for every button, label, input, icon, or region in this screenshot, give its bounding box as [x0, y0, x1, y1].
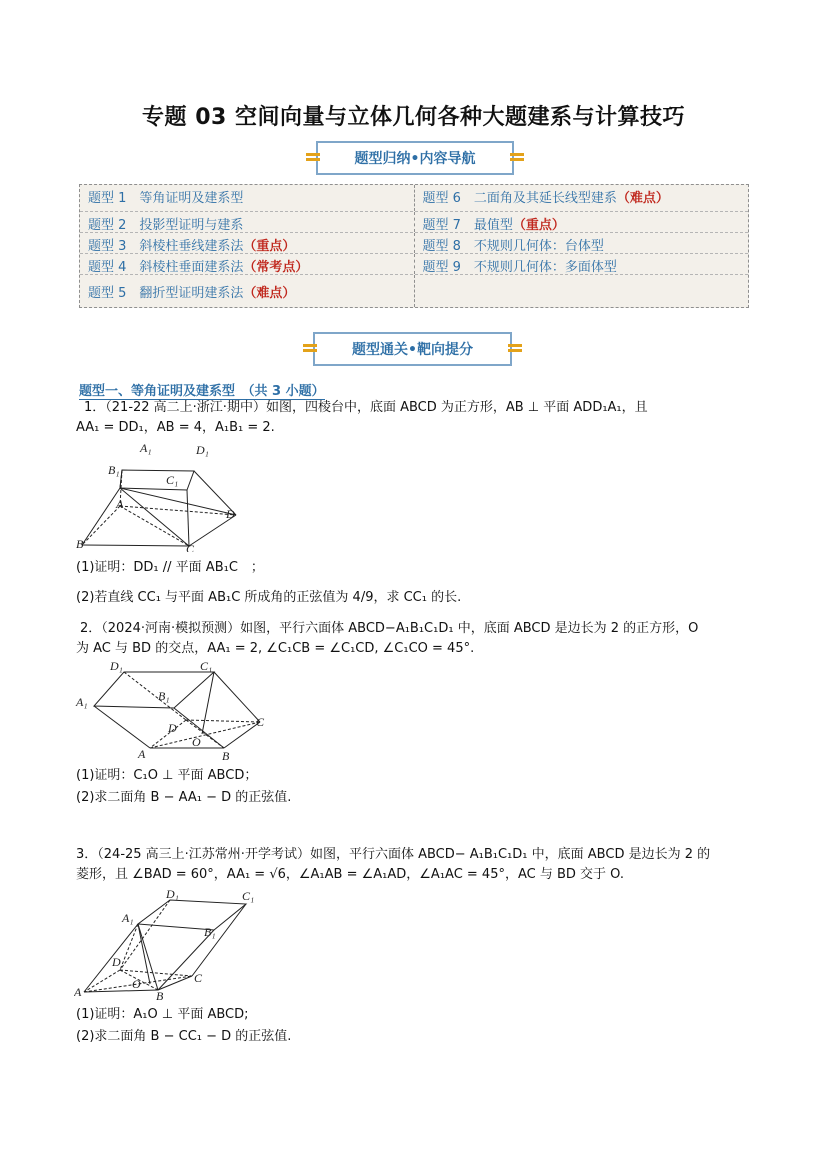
nav-item-6[interactable]: 题型 6 二面角及其延长线型建系（难点） — [422, 191, 669, 206]
nav-banner — [316, 141, 514, 175]
top-face — [120, 470, 194, 490]
question-1-part-2: (2)若直线 CC₁ 与平面 AB₁C 所成角的正弦值为 4/9，求 CC₁ 的长. — [76, 590, 462, 605]
label-D: D — [168, 721, 177, 735]
practice-banner — [313, 332, 512, 366]
nav-item-empty — [415, 275, 749, 307]
question-3-part-1: (1)证明：A₁O ⊥ 平面 ABCD; — [76, 1007, 249, 1022]
banner-right-icon — [510, 151, 524, 165]
nav-item-4[interactable]: 题型 4 斜棱柱垂面建系法（常考点） — [80, 254, 415, 274]
question-1-text — [76, 398, 784, 438]
label-D1: D₁ — [110, 660, 123, 673]
nav-row — [80, 185, 748, 212]
label-A: A — [116, 497, 124, 511]
nav-item-3[interactable]: 题型 3 斜棱柱垂线建系法（重点） — [80, 233, 415, 253]
nav-item-7[interactable]: 题型 7 最值型（重点） — [422, 218, 565, 233]
label-A: A — [138, 747, 146, 761]
question-3-line1: 3．（24-25 高三上·江苏常州·开学考试）如图，平行六面体 ABCD− A₁B₁C₁D₁ 中，底面 ABCD 是边长为 2 的 — [76, 847, 711, 862]
question-2-figure — [74, 660, 274, 765]
label-D1: D₁ — [166, 887, 179, 901]
label-D: D — [226, 507, 235, 521]
label-B1: B₁ — [108, 463, 120, 477]
nav-row — [80, 233, 748, 254]
label-A1: A₁ — [76, 695, 88, 709]
label-C1: C₁ — [166, 473, 179, 487]
label-B: B — [222, 749, 230, 763]
practice-banner-label: 题型通关•靶向提分 — [352, 342, 473, 358]
top-face — [94, 672, 214, 708]
nav-item-5[interactable]: 题型 5 翻折型证明建系法（难点） — [80, 275, 415, 307]
question-3-figure — [74, 886, 264, 1004]
nav-item-9[interactable]: 题型 9 不规则几何体：多面体型 — [422, 260, 617, 275]
banner-right-icon — [508, 342, 522, 356]
label-B: B — [156, 989, 164, 1003]
question-1-line2: AA₁ = DD₁，AB = 4，A₁B₁ = 2. — [76, 420, 275, 435]
question-1-part-1: (1)证明：DD₁ // 平面 AB₁C ； — [76, 560, 264, 575]
nav-item-1[interactable]: 题型 1 等角证明及建系型 — [80, 185, 415, 211]
nav-row — [80, 254, 748, 275]
topic-nav-table — [79, 184, 749, 308]
label-C: C — [194, 971, 203, 985]
label-D1: D₁ — [196, 443, 209, 457]
question-2-part-1: (1)证明：C₁O ⊥ 平面 ABCD； — [76, 768, 258, 783]
label-B1: B₁ — [204, 925, 216, 939]
question-1-figure — [76, 440, 246, 552]
question-2-line1: 2．（2024·河南·模拟预测）如图，平行六面体 ABCD−A₁B₁C₁D₁ 中，底面 ABCD 是边长为 2 的正方形，O — [80, 621, 699, 636]
label-C1: C₁ — [242, 889, 255, 903]
label-B: B — [76, 537, 84, 551]
question-2-part-2: (2)求二面角 B − AA₁ − D 的正弦值. — [76, 790, 292, 805]
question-2-text — [76, 619, 800, 659]
nav-item-8[interactable]: 题型 8 不规则几何体：台体型 — [422, 239, 604, 254]
label-O: O — [192, 735, 201, 749]
label-C: C — [256, 715, 265, 729]
question-3-part-2: (2)求二面角 B − CC₁ − D 的正弦值. — [76, 1029, 292, 1044]
question-1-line1: 1．（21-22 高二上·浙江·期中）如图，四棱台中，底面 ABCD 为正方形，AB ⊥ 平面 ADD₁A₁，且 — [84, 400, 648, 415]
label-C: C — [186, 542, 195, 552]
nav-item-2[interactable]: 题型 2 投影型证明与建系 — [80, 212, 415, 232]
page-title: 专题 03 空间向量与立体几何各种大题建系与计算技巧 — [142, 105, 685, 130]
question-3-line2: 菱形，且 ∠BAD = 60°，AA₁ = √6，∠A₁AB = ∠A₁AD，∠A₁AC = 45°，AC 与 BD 交于 O. — [76, 867, 625, 882]
question-3-text — [76, 845, 806, 885]
nav-row — [80, 212, 748, 233]
banner-left-icon — [306, 151, 320, 165]
label-D: D — [112, 955, 121, 969]
label-B1: B₁ — [158, 689, 170, 703]
section-heading: 题型一、等角证明及建系型 （共 3 小题） — [79, 380, 325, 400]
question-2-line2: 为 AC 与 BD 的交点，AA₁ = 2, ∠C₁CB = ∠C₁CD, ∠C₁CO = 45°. — [76, 641, 475, 656]
label-O: O — [132, 977, 141, 991]
label-A1: A₁ — [140, 441, 152, 455]
label-A: A — [74, 985, 82, 999]
nav-banner-label: 题型归纳•内容导航 — [354, 151, 476, 167]
nav-row — [80, 275, 748, 307]
banner-left-icon — [303, 342, 317, 356]
label-C1: C₁ — [200, 660, 213, 673]
label-A1: A₁ — [122, 911, 134, 925]
